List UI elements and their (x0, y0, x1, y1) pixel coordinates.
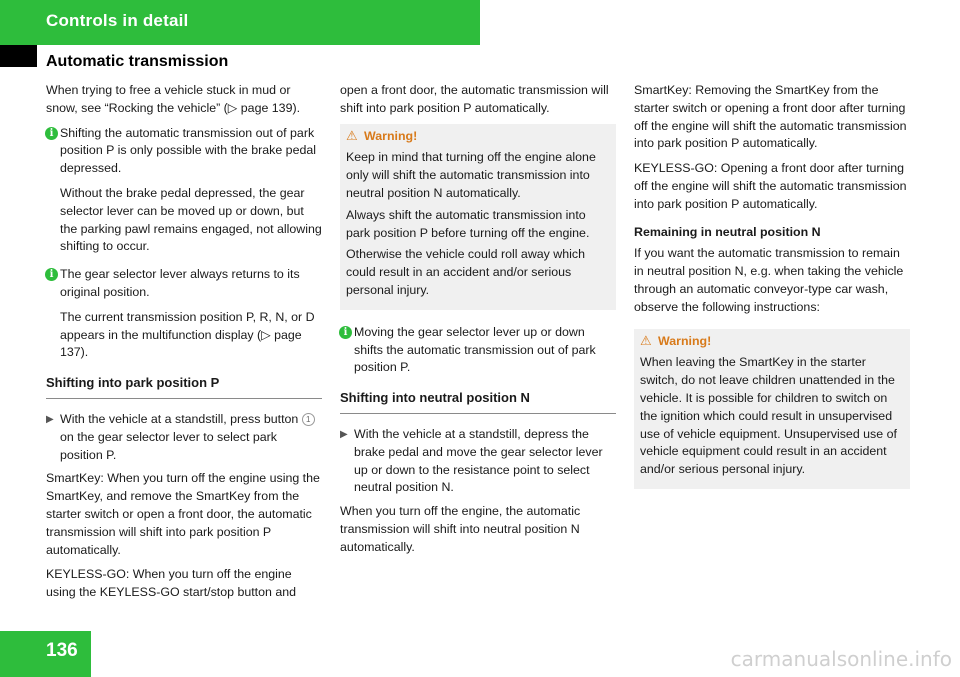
arrow-icon: ▶ (340, 428, 348, 440)
info-text: Moving the gear selector lever up or down shifts the automatic transmission out of park position P. (354, 324, 596, 375)
section-tab (0, 45, 37, 67)
warning-box (634, 329, 910, 489)
page-number: 136 (46, 640, 78, 661)
keyless-paragraph: KEYLESS-GO: When you turn off the engine using the KEYLESS-GO start/stop button and (46, 567, 297, 600)
step-text: on the gear selector lever to select park position P. (60, 429, 277, 462)
warning-title (640, 333, 904, 351)
step-text: With the vehicle at a standstill, depress the brake pedal and move the gear selector lever up or down to the resistance point to select neutral position N. (354, 426, 603, 495)
info-note (340, 324, 616, 377)
keyless-paragraph: KEYLESS-GO: Opening a front door after turning off the engine will shift the automatic transmission into park position P automatically. (634, 161, 907, 211)
watermark: carmanualsonline.info (730, 647, 952, 671)
callout-number: 1 (302, 413, 315, 426)
warning-icon: ⚠ (640, 332, 652, 348)
column-1 (46, 82, 322, 609)
info-text: Shifting the automatic transmission out of park position P is only possible with the brake pedal depressed. (60, 125, 316, 176)
warning-text: Keep in mind that turning off the engine alone only will shift the automatic transmission into neutral position N automatically. (346, 150, 596, 200)
remaining-paragraph: If you want the automatic transmission to remain in neutral position N, e.g. when taking the vehicle through an automatic conveyor-type car wash, observe the following instructions: (634, 246, 904, 314)
warning-text: Otherwise the vehicle could roll away which could result in an accident and/or serious personal injury. (346, 247, 585, 297)
instruction-step (340, 426, 616, 497)
warning-title-text: Warning! (364, 128, 418, 143)
chapter-title: Controls in detail (46, 11, 189, 30)
warning-box (340, 124, 616, 310)
info-icon: i (45, 268, 58, 281)
warning-text: When leaving the SmartKey in the starter switch, do not leave children unattended in the vehicle. It is possible for children to switch on the ignition which could result in unsupervised use of vehicle equipment. Unsupervised use of vehicle equipment could result in an accident and/or serious personal injury. (640, 355, 897, 477)
step-text: With the vehicle at a standstill, press button (60, 411, 299, 426)
column-2 (340, 82, 616, 564)
info-note (46, 266, 322, 362)
column-3 (634, 82, 910, 503)
heading-park: Shifting into park position P (46, 374, 322, 399)
turnoff-paragraph: When you turn off the engine, the automatic transmission will shift into neutral position N automatically. (340, 504, 581, 554)
info-icon: i (45, 127, 58, 140)
info-note (46, 125, 322, 257)
warning-title-text: Warning! (658, 333, 712, 348)
heading-remaining: Remaining in neutral position N (634, 224, 821, 239)
continued-paragraph: open a front door, the automatic transmission will shift into park position P automatically. (340, 83, 609, 115)
info-icon: i (339, 326, 352, 339)
warning-text: Always shift the automatic transmission into park position P before turning off the engine. (346, 207, 590, 240)
section-title: Automatic transmission (46, 53, 229, 70)
info-text: The current transmission position P, R, N, or D appears in the multifunction display (▷ page 137). (60, 309, 315, 360)
rocking-reference: When trying to free a vehicle stuck in mud or snow, see “Rocking the vehicle” (▷ page 139). (46, 83, 301, 115)
instruction-step (46, 411, 322, 464)
warning-title (346, 128, 610, 146)
info-text: Without the brake pedal depressed, the gear selector lever can be moved up or down, but the parking pawl remains engaged, not allowing shifting to occur. (60, 185, 322, 254)
info-text: The gear selector lever always returns to its original position. (60, 267, 300, 299)
arrow-icon: ▶ (46, 413, 54, 425)
heading-neutral: Shifting into neutral position N (340, 389, 616, 414)
smartkey-paragraph: SmartKey: When you turn off the engine using the SmartKey, and remove the SmartKey from the starter switch or open a front door, the automatic transmission will shift into park position P automatically. (46, 471, 320, 557)
smartkey-paragraph: SmartKey: Removing the SmartKey from the starter switch or opening a front door after turning off the engine will shift the automatic transmission into park position P automatically. (634, 83, 907, 151)
warning-icon: ⚠ (346, 127, 358, 143)
